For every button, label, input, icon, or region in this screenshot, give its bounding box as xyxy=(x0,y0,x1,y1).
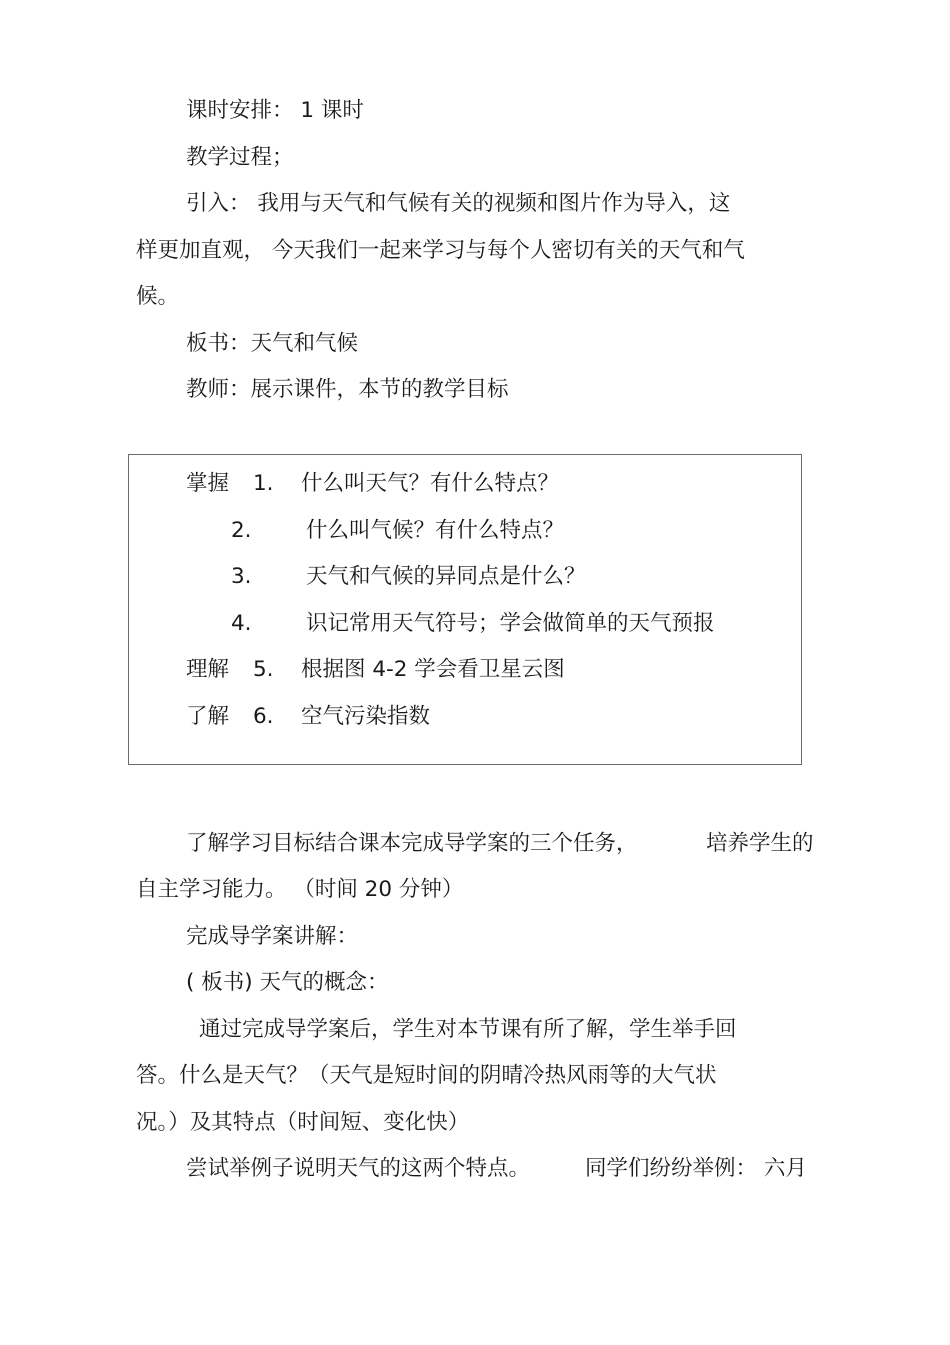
objective-number: 4. xyxy=(231,611,252,636)
objective-text: 什么叫气候？有什么特点？ xyxy=(306,518,565,543)
objective-category: 掌握 xyxy=(186,471,230,496)
answer-line-1: 通过完成导学案后，学生对本节课有所了解，学生举手回 xyxy=(199,1017,737,1042)
task-line-2: 自主学习能力。 （时间 20 分钟） xyxy=(136,877,464,902)
board-title-line: 板书：天气和气候 xyxy=(186,331,359,356)
intro-line-2: 样更加直观， 今天我们一起来学习与每个人密切有关的天气和气 xyxy=(136,238,745,263)
objective-number: 2. xyxy=(231,518,252,543)
objective-text: 空气污染指数 xyxy=(301,704,431,729)
example-part-2: 同学们纷纷举例： 六月 xyxy=(585,1156,807,1181)
schedule-line: 课时安排： 1 课时 xyxy=(186,98,364,123)
objective-category: 理解 xyxy=(186,657,230,682)
teacher-line: 教师：展示课件，本节的教学目标 xyxy=(186,377,509,402)
objective-number: 1. xyxy=(253,471,274,496)
task-line-1a: 了解学习目标结合课本完成导学案的三个任务， xyxy=(186,831,638,856)
intro-line-3: 候。 xyxy=(136,284,180,309)
example-part-1: 尝试举例子说明天气的这两个特点。 xyxy=(186,1156,531,1181)
objective-number: 5. xyxy=(253,657,274,682)
board-concept-line: ( 板书) 天气的概念： xyxy=(186,970,389,995)
objective-number: 3. xyxy=(231,564,252,589)
intro-line-1: 引入： 我用与天气和气候有关的视频和图片作为导入，这 xyxy=(186,191,731,216)
task-line-1b: 培养学生的 xyxy=(706,831,814,856)
process-line: 教学过程； xyxy=(186,145,294,170)
answer-line-2: 答。什么是天气？（天气是短时间的阴晴冷热风雨等的大气状 xyxy=(136,1063,717,1088)
objective-text: 识记常用天气符号；学会做简单的天气预报 xyxy=(306,611,715,636)
objective-text: 什么叫天气？有什么特点？ xyxy=(301,471,560,496)
explain-line: 完成导学案讲解： xyxy=(186,924,359,949)
objective-text: 根据图 4-2 学会看卫星云图 xyxy=(301,657,565,682)
objective-text: 天气和气候的异同点是什么？ xyxy=(306,564,586,589)
objective-category: 了解 xyxy=(186,704,230,729)
objective-number: 6. xyxy=(253,704,274,729)
objectives-box xyxy=(128,454,802,765)
answer-line-3: 况。）及其特点（时间短、变化快） xyxy=(136,1110,470,1135)
